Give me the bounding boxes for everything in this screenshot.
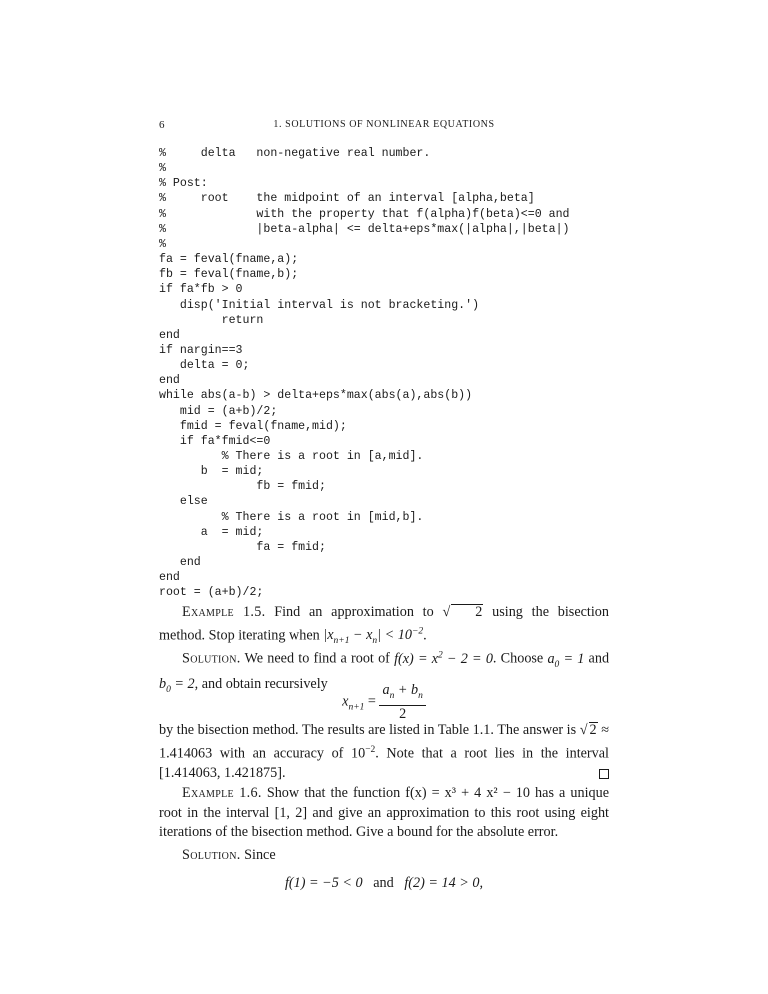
- code-line: % |beta-alpha| <= delta+eps*max(|alpha|,|beta|): [159, 222, 570, 236]
- code-line: fa = feval(fname,a);: [159, 253, 299, 267]
- code-line: if fa*fmid<=0: [159, 434, 271, 448]
- code-line: % with the property that f(alpha)f(beta)<=0 and: [159, 207, 570, 221]
- code-line: a = mid;: [159, 525, 264, 539]
- code-line: disp('Initial interval is not bracketing.'): [159, 298, 480, 312]
- code-line: delta = 0;: [159, 359, 250, 373]
- b0-value: $b_0 = 2$: [159, 676, 195, 695]
- code-line: while abs(a-b) > delta+eps*max(abs(a),abs(b)): [159, 389, 473, 403]
- running-head: 1. SOLUTIONS OF NONLINEAR EQUATIONS: [273, 119, 495, 130]
- example-text: Find an approximation to: [274, 604, 434, 620]
- code-line: end: [159, 571, 180, 585]
- code-line: fb = feval(fname,b);: [159, 268, 299, 282]
- a0-value: $a_0 = 1$: [547, 650, 585, 670]
- code-line: if nargin==3: [159, 343, 243, 357]
- code-line: else: [159, 495, 208, 509]
- code-line: end: [159, 556, 201, 570]
- code-line: fb = fmid;: [159, 480, 326, 494]
- code-line: % delta non-negative real number.: [159, 147, 431, 160]
- solution-label: Solution.: [182, 650, 241, 667]
- code-line: if fa*fb > 0: [159, 283, 243, 297]
- qed-box-icon: [599, 769, 609, 779]
- code-line: fa = fmid;: [159, 540, 326, 554]
- example-label: Example 1.6.: [182, 785, 262, 801]
- code-line: b = mid;: [159, 465, 264, 479]
- code-line: mid = (a+b)/2;: [159, 404, 278, 418]
- solution-1-5-continued: by the bisection method. The results are listed in Table 1.1. The answer is √ 2 ≈ 1.414063 with an accuracy of $10^{-2}$. Note that a root lies in the interval [1.414063, 1.421875].: [159, 722, 609, 781]
- code-line: root = (a+b)/2;: [159, 586, 264, 600]
- example-label: Example 1.5.: [182, 604, 266, 620]
- example-text: Show that the function f(x) = x³ + 4 x² − 10 has a unique root in the interval [1, 2] and give an approximation to this root using eight iterations of the bisection method. Give a bound for the absolute error.: [159, 785, 610, 840]
- code-line: % root the midpoint of an interval [alpha,beta]: [159, 192, 535, 206]
- solution-label: Solution.: [182, 847, 241, 863]
- recursion-equation: $x_{n+1}$ = $\frac{a_n + b_n}{2}$: [0, 682, 768, 723]
- function-def: $f(x) = x^2 - 2 = 0$: [394, 650, 493, 667]
- code-line: %: [159, 162, 166, 176]
- code-line: % There is a root in [a,mid].: [159, 450, 424, 463]
- page-number: 6: [159, 119, 165, 131]
- code-line: % There is a root in [mid,b].: [159, 510, 424, 524]
- solution-1-6: [159, 846, 609, 866]
- solution-1-5: Solution. We need to find a root of $f(x) = x^2 - 2 = 0$. Choose $a_0 = 1$ and $b_0 = 2$, and obtain recursively: [159, 650, 610, 695]
- solution-text: We need to find a root of: [244, 650, 390, 667]
- code-line: %: [159, 237, 166, 251]
- solution-text: Since: [244, 847, 276, 863]
- example-text: using the bisection method. Stop iterating when: [159, 604, 609, 644]
- sqrt-radicand: 2: [451, 604, 483, 619]
- code-line: fmid = feval(fname,mid);: [159, 419, 347, 433]
- fraction: $\frac{a_n + b_n}{2}$: [379, 682, 425, 723]
- example-1-6: [159, 784, 609, 843]
- stop-condition: $|x_{n+1} - x_n| < 10^{-2}$: [323, 626, 424, 647]
- code-line: end: [159, 328, 180, 342]
- code-line: return: [159, 313, 264, 327]
- code-line: % Post:: [159, 177, 208, 191]
- example-1-5: Example 1.5. Find an approximation to √ 2 using the bisection method. Stop iterating when $|x_{n+1} - x_n| < 10^{-2}$.: [159, 604, 609, 647]
- inequality-equation: f(1) = −5 < 0 and f(2) = 14 > 0,: [284, 875, 484, 891]
- code-line: end: [159, 374, 180, 388]
